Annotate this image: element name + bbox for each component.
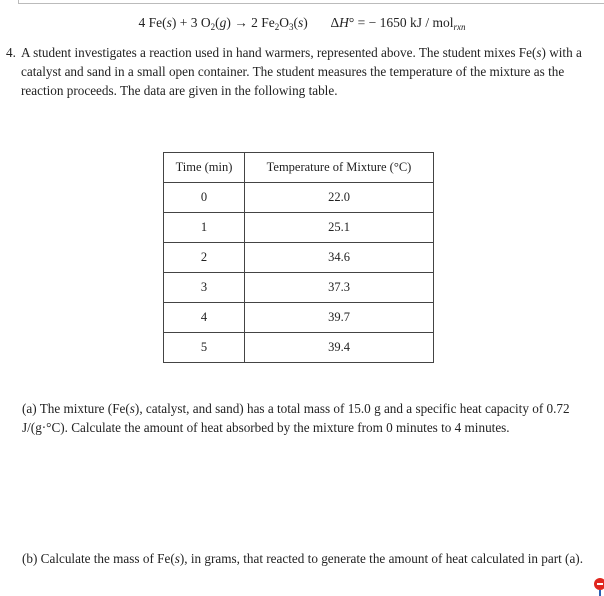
column-header-time: Time (min)	[164, 153, 245, 183]
marker-icon	[599, 590, 601, 596]
temperature-cell: 25.1	[245, 213, 434, 243]
question-number: 4.	[6, 45, 16, 60]
reaction-arrow: →	[234, 15, 248, 30]
top-divider	[18, 0, 604, 4]
time-cell: 4	[164, 303, 245, 333]
table-row	[164, 213, 434, 243]
table-row	[164, 333, 434, 363]
temperature-cell: 39.7	[245, 303, 434, 333]
time-cell: 0	[164, 183, 245, 213]
time-cell: 3	[164, 273, 245, 303]
table-row	[164, 273, 434, 303]
equation-reactants: 4 Fe(s) + 3 $O_2(g)$	[138, 15, 231, 32]
time-cell: 1	[164, 213, 245, 243]
part-a-text: (a) The mixture (Fe(s), catalyst, and sand) has a total mass of 15.0 g and a specific heat capacity of 0.72 J/(g·°C). Calculate the amount of heat absorbed by the mixture from 0 minutes to 4 minutes.	[22, 401, 570, 435]
time-cell: 5	[164, 333, 245, 363]
temperature-cell: 34.6	[245, 243, 434, 273]
question-text: A student investigates a reaction used in hand warmers, represented above. The student mixes Fe(s) with a catalyst and sand in a small open container. The student measures the temperature of the mixture as the reaction proceeds. The data are given in the following table.	[21, 45, 582, 98]
temperature-cell: 39.4	[245, 333, 434, 363]
delta-h-subscript: rxn	[453, 22, 466, 32]
data-table	[163, 152, 434, 363]
reaction-equation	[0, 15, 604, 31]
close-icon[interactable]	[594, 578, 604, 590]
table-row	[164, 183, 434, 213]
delta-h-value: − 1650 kJ / mol	[368, 15, 454, 30]
table-row	[164, 243, 434, 273]
table-row	[164, 303, 434, 333]
table-header-row	[164, 153, 434, 183]
delta-h-symbol: ΔH° =	[330, 15, 366, 30]
temperature-cell: 37.3	[245, 273, 434, 303]
time-cell: 2	[164, 243, 245, 273]
question-4	[6, 43, 598, 100]
column-header-temperature: Temperature of Mixture (°C)	[245, 153, 434, 183]
temperature-cell: 22.0	[245, 183, 434, 213]
equation-products: 2 $Fe_2O_3(s)$	[251, 15, 308, 32]
part-b-text: (b) Calculate the mass of Fe(s), in grams, that reacted to generate the amount of heat calculated in part (a).	[22, 551, 583, 566]
